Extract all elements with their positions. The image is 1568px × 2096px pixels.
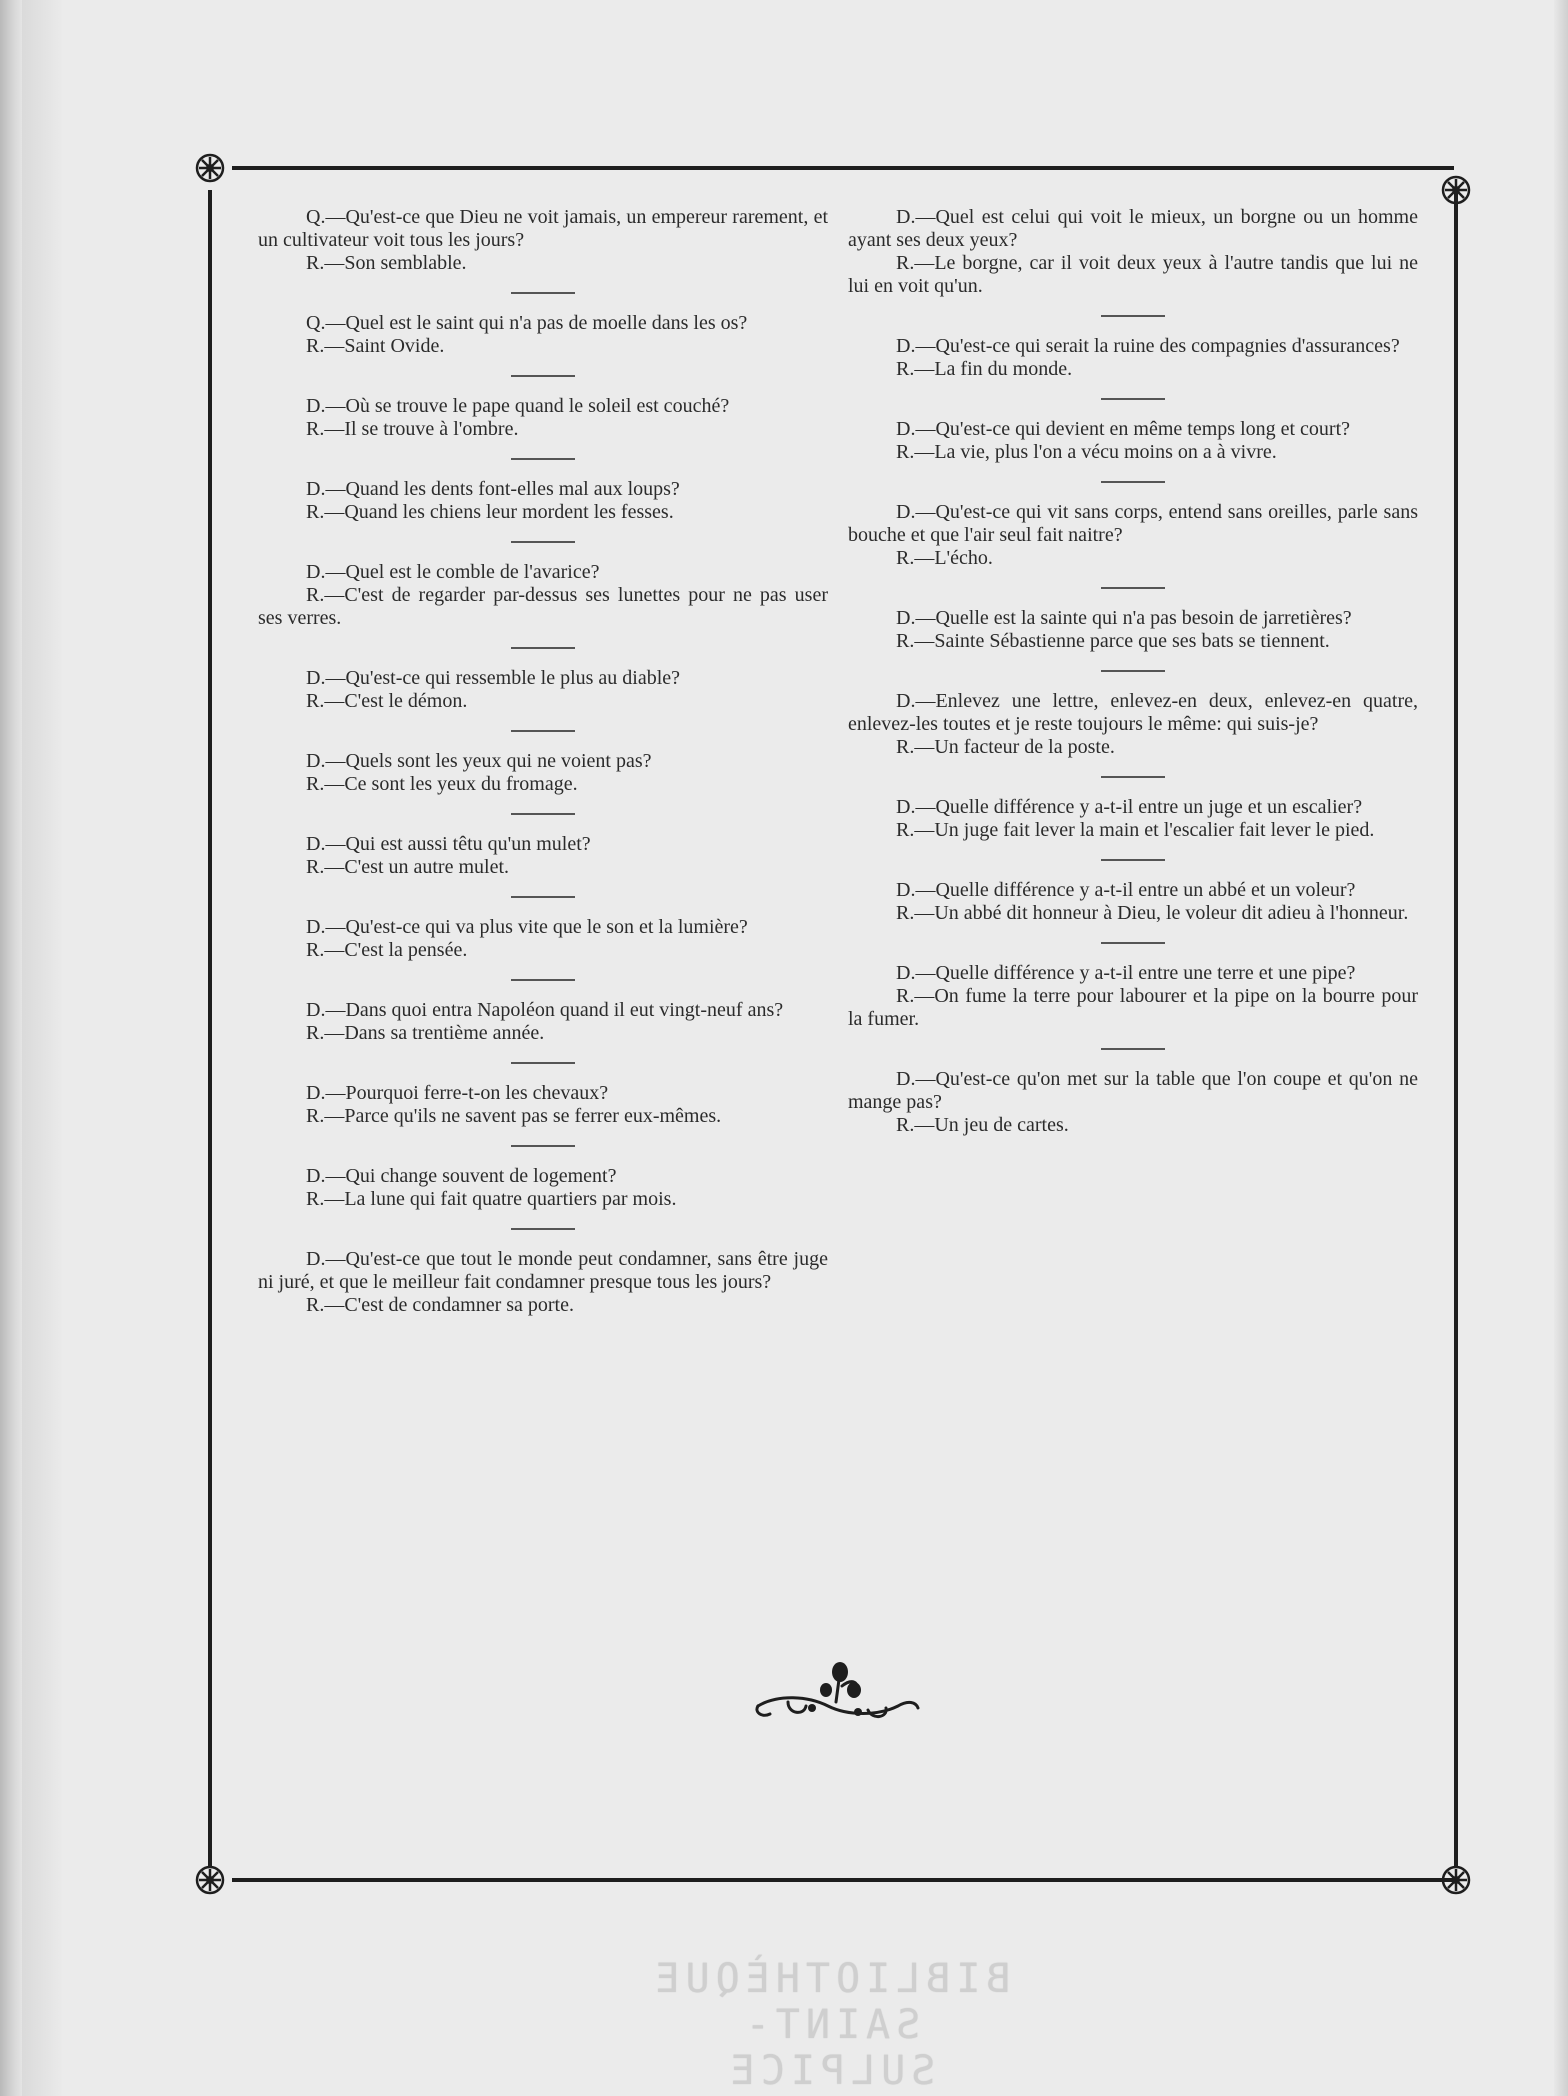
separator-rule: [511, 1062, 575, 1064]
riddle-answer: R.—Sainte Sébastienne parce que ses bats se tiennent.: [896, 630, 1330, 652]
riddle-entry: [258, 999, 828, 1045]
rosette-icon: [194, 1864, 226, 1896]
riddle-question: D.—Où se trouve le pape quand le soleil est couché?: [306, 395, 730, 417]
riddle-question: D.—Quels sont les yeux qui ne voient pas?: [306, 750, 652, 772]
riddle-entry: [848, 206, 1418, 298]
riddle-question: D.—Dans quoi entra Napoléon quand il eut vingt-neuf ans?: [306, 999, 784, 1021]
riddle-entry: [258, 206, 828, 275]
separator-rule: [511, 813, 575, 815]
riddle-answer: R.—Un abbé dit honneur à Dieu, le voleur dit adieu à l'honneur.: [896, 902, 1409, 924]
frame-rule-left: [208, 190, 212, 1866]
separator-rule: [511, 375, 575, 377]
riddle-question: D.—Qu'est-ce qui vit sans corps, entend sans oreilles, parle sans bouche et que l'air seul fait naitre?: [848, 501, 1418, 546]
riddle-answer: R.—La vie, plus l'on a vécu moins on a à vivre.: [896, 441, 1277, 463]
separator-rule: [511, 1228, 575, 1230]
right-column: [848, 206, 1418, 1137]
riddle-entry: [848, 335, 1418, 381]
riddle-answer: R.—Parce qu'ils ne savent pas se ferrer eux-mêmes.: [306, 1105, 722, 1127]
separator-rule: [511, 1145, 575, 1147]
riddle-entry: [848, 879, 1418, 925]
page-right-edge: [1554, 0, 1568, 2096]
riddle-entry: [848, 418, 1418, 464]
riddle-entry: [258, 1165, 828, 1211]
separator-rule: [1101, 942, 1165, 944]
riddle-entry: [258, 1082, 828, 1128]
riddle-answer: R.—Saint Ovide.: [306, 335, 445, 357]
frame-rule-right: [1454, 190, 1458, 1866]
rosette-icon: [1440, 174, 1472, 206]
riddle-answer: R.—Son semblable.: [306, 252, 467, 274]
riddle-entry: [848, 962, 1418, 1031]
floral-ornament-icon: [748, 1660, 928, 1730]
separator-rule: [1101, 315, 1165, 317]
riddle-entry: [258, 561, 828, 630]
riddle-entry: [848, 501, 1418, 570]
riddle-answer: R.—La lune qui fait quatre quartiers par mois.: [306, 1188, 677, 1210]
page-frame: [208, 166, 1458, 1882]
stamp-line: SAINT-SULPICE: [724, 2002, 936, 2094]
riddle-answer: R.—Ce sont les yeux du fromage.: [306, 773, 578, 795]
separator-rule: [1101, 587, 1165, 589]
separator-rule: [511, 647, 575, 649]
riddle-entry: [848, 1068, 1418, 1137]
left-column: [258, 206, 828, 1317]
riddle-answer: R.—C'est de condamner sa porte.: [306, 1294, 574, 1316]
separator-rule: [511, 979, 575, 981]
riddle-answer: R.—Il se trouve à l'ombre.: [306, 418, 519, 440]
riddle-question: D.—Quelle est la sainte qui n'a pas besoin de jarretières?: [896, 607, 1352, 629]
riddle-question: D.—Quelle différence y a-t-il entre un abbé et un voleur?: [896, 879, 1356, 901]
riddle-question: D.—Quel est celui qui voit le mieux, un borgne ou un homme ayant ses deux yeux?: [848, 206, 1418, 251]
riddle-entry: [848, 607, 1418, 653]
riddle-question: D.—Quel est le comble de l'avarice?: [306, 561, 600, 583]
riddle-answer: R.—On fume la terre pour labourer et la pipe on la bourre pour la fumer.: [848, 985, 1418, 1030]
separator-rule: [511, 896, 575, 898]
riddle-entry: [258, 916, 828, 962]
separator-rule: [511, 292, 575, 294]
riddle-question: D.—Qu'est-ce que tout le monde peut condamner, sans être juge ni juré, et que le meilleur fait condamner presque tous les jours?: [258, 1248, 828, 1293]
riddle-answer: R.—Quand les chiens leur mordent les fesses.: [306, 501, 674, 523]
library-stamp: [640, 1956, 1020, 2094]
rosette-icon: [1440, 1864, 1472, 1896]
page-binding-edge: [0, 0, 22, 2096]
riddle-entry: [258, 395, 828, 441]
riddle-entry: [258, 750, 828, 796]
riddle-answer: R.—C'est le démon.: [306, 690, 468, 712]
separator-rule: [1101, 398, 1165, 400]
separator-rule: [1101, 481, 1165, 483]
riddle-answer: R.—Un facteur de la poste.: [896, 736, 1115, 758]
frame-rule-top: [232, 166, 1454, 170]
separator-rule: [1101, 859, 1165, 861]
riddle-question: Q.—Qu'est-ce que Dieu ne voit jamais, un empereur rarement, et un cultivateur voit tous les jours?: [258, 206, 828, 251]
riddle-entry: [848, 690, 1418, 759]
riddle-entry: [258, 478, 828, 524]
riddle-answer: R.—C'est la pensée.: [306, 939, 468, 961]
page-binding-shadow: [22, 0, 62, 2096]
riddle-question: D.—Qui change souvent de logement?: [306, 1165, 617, 1187]
riddle-entry: [848, 796, 1418, 842]
riddle-question: D.—Qu'est-ce qui va plus vite que le son et la lumière?: [306, 916, 748, 938]
riddle-entry: [258, 667, 828, 713]
riddle-entry: [258, 312, 828, 358]
riddle-question: D.—Qu'est-ce qui ressemble le plus au diable?: [306, 667, 681, 689]
riddle-question: D.—Quand les dents font-elles mal aux loups?: [306, 478, 680, 500]
riddle-question: D.—Pourquoi ferre-t-on les chevaux?: [306, 1082, 609, 1104]
riddle-question: D.—Qu'est-ce qui devient en même temps long et court?: [896, 418, 1351, 440]
stamp-line: BIBLIOTHÈQUE: [649, 1956, 1011, 2002]
riddle-answer: R.—La fin du monde.: [896, 358, 1073, 380]
riddle-answer: R.—C'est de regarder par-dessus ses lunettes pour ne pas user ses verres.: [258, 584, 828, 629]
frame-rule-bottom: [232, 1878, 1454, 1882]
riddle-question: D.—Qui est aussi têtu qu'un mulet?: [306, 833, 591, 855]
separator-rule: [1101, 1048, 1165, 1050]
riddle-answer: R.—L'écho.: [896, 547, 993, 569]
riddle-question: D.—Quelle différence y a-t-il entre une terre et une pipe?: [896, 962, 1356, 984]
riddle-answer: R.—Un jeu de cartes.: [896, 1114, 1069, 1136]
riddle-question: D.—Quelle différence y a-t-il entre un juge et un escalier?: [896, 796, 1363, 818]
riddle-question: D.—Qu'est-ce qu'on met sur la table que l'on coupe et qu'on ne mange pas?: [848, 1068, 1418, 1113]
separator-rule: [511, 541, 575, 543]
riddle-entry: [258, 833, 828, 879]
separator-rule: [1101, 776, 1165, 778]
riddle-answer: R.—Dans sa trentième année.: [306, 1022, 545, 1044]
riddle-answer: R.—Un juge fait lever la main et l'escalier fait lever le pied.: [896, 819, 1375, 841]
rosette-icon: [194, 152, 226, 184]
riddle-question: Q.—Quel est le saint qui n'a pas de moelle dans les os?: [306, 312, 748, 334]
riddle-answer: R.—C'est un autre mulet.: [306, 856, 510, 878]
separator-rule: [1101, 670, 1165, 672]
riddle-answer: R.—Le borgne, car il voit deux yeux à l'autre tandis que lui ne lui en voit qu'un.: [848, 252, 1418, 297]
riddle-question: D.—Enlevez une lettre, enlevez-en deux, enlevez-en quatre, enlevez-les toutes et je reste toujours le même: qui suis-je?: [848, 690, 1418, 735]
riddle-entry: [258, 1248, 828, 1317]
separator-rule: [511, 458, 575, 460]
separator-rule: [511, 730, 575, 732]
riddle-question: D.—Qu'est-ce qui serait la ruine des compagnies d'assurances?: [896, 335, 1400, 357]
